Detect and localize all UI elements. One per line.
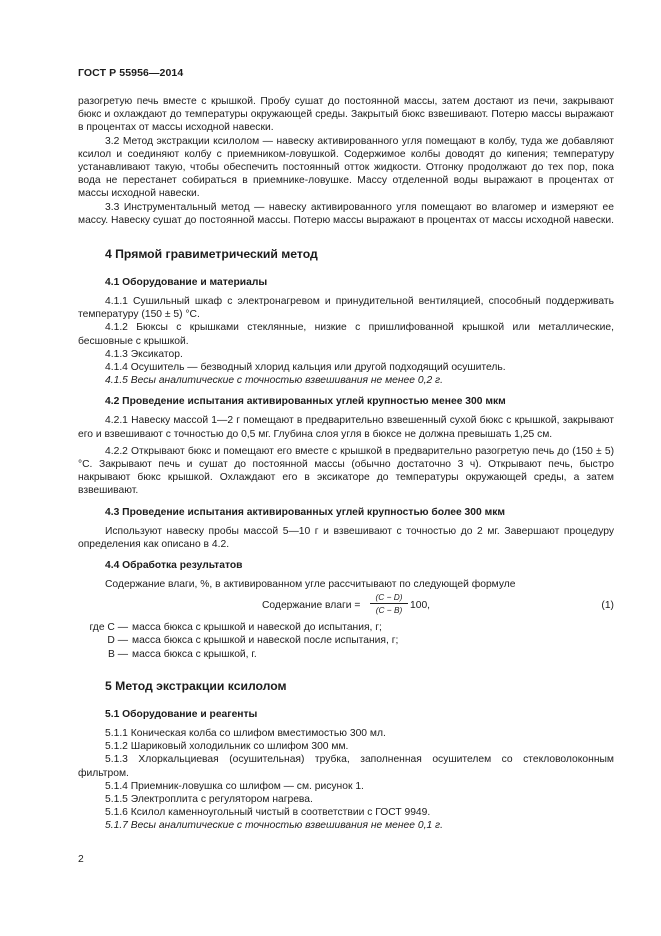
legend-row [78, 634, 614, 647]
item-5-1-5: 5.1.5 Электроплита с регулятором нагрева. [105, 793, 313, 805]
intro-paragraph-1: разогретую печь вместе с крышкой. Пробу сушат до постоянной массы, затем достают из печи, закрывают бюкс и охлаждают до температуры окружающей среды. Закрытый бюкс взвешивают. Потерю массы выражают в процентах от массы исходной навески. [78, 96, 614, 134]
item-4-1-4: 4.1.4 Осушитель — безводный хлорид кальция или другой подходящий осушитель. [105, 362, 506, 374]
formula-legend [78, 621, 614, 661]
item-5-1-3: 5.1.3 Хлоркальциевая (осушительная) трубка, заполненная осушителем со стекловолоконным фильтром. [78, 754, 614, 779]
standard-header: ГОСТ Р 55956—2014 [78, 67, 184, 79]
page-number: 2 [78, 854, 84, 865]
subsection-4-2-heading: 4.2 Проведение испытания активированных углей крупностью менее 300 мкм [105, 396, 506, 408]
legend-symbol: где C — [89, 622, 128, 634]
intro-paragraph-3-3: 3.3 Инструментальный метод — навеску активированного угля помещают во влагомер и измеряют ее массу. Навеску сушат до постоянной массы. Потерю массы выражают в процентах от массы исходной навески. [78, 201, 614, 226]
legend-row [78, 621, 614, 634]
paragraph-4-3: Используют навеску пробы массой 5—10 г и взвешивают с точностью до 2 мг. Завершают процедуру определения как описано в 4.2. [78, 525, 614, 550]
section-5-heading: 5 Метод экстракции ксилолом [105, 678, 287, 693]
item-4-2-1: 4.2.1 Навеску массой 1—2 г помещают в предварительно взвешенный сухой бюкс с крышкой, закрывают его и взвешивают с точностью до 0,5 мг. Глубина слоя угля в бюксе не должна превышать 1,25 см. [78, 415, 614, 440]
item-4-1-1: 4.1.1 Сушильный шкаф с электронагревом и принудительной вентиляцией, способный поддерживать температуру (150 ± 5) °С. [78, 296, 614, 321]
legend-row [78, 648, 614, 661]
item-5-1-1: 5.1.1 Коническая колба со шлифом вместимостью 300 мл. [105, 727, 386, 739]
subsection-4-3-heading: 4.3 Проведение испытания активированных углей крупностью более 300 мкм [105, 506, 505, 518]
paragraph-4-4: Содержание влаги, %, в активированном угле рассчитывают по следующей формуле [105, 579, 516, 591]
intro-paragraph-3-2: 3.2 Метод экстракции ксилолом — навеску активированного угля помещают в колбу, туда же добавляют ксилол и соединяют колбу с приемником-ловушкой. Содержимое колбы доводят до кипения; температуру устанавливают такую, чтобы обеспечить постоянный отток жидкости. Отгонку продолжают до тех пор, пока вода не перестанет собираться в приемнике-ловушке. Массу отделенной воды выражают в процентах от массы исходной навески. [78, 135, 614, 200]
subsection-4-1-heading: 4.1 Оборудование и материалы [105, 277, 268, 289]
item-4-2-2: 4.2.2 Открывают бюкс и помещают его вместе с крышкой в предварительно разогретую печь до (150 ± 5) °С. Закрывают печь и сушат до постоянной массы (обычно достаточно 3 ч). Открывают печь, быстро накрывают бюкс крышкой. Охлаждают его в эксикаторе до температуры окружающей среды, а затем взвешивают. [78, 445, 614, 497]
item-5-1-6: 5.1.6 Ксилол каменноугольный чистый в соответствии с ГОСТ 9949. [105, 807, 431, 819]
formula-denominator: (C − B) [375, 605, 403, 616]
subsection-4-4-heading: 4.4 Обработка результатов [105, 560, 243, 572]
legend-symbol: D — [107, 635, 128, 647]
section-4-heading: 4 Прямой гравиметрический метод [105, 247, 318, 262]
item-5-1-2: 5.1.2 Шариковый холодильник со шлифом 300 мм. [105, 741, 349, 753]
formula-number: (1) [601, 600, 614, 612]
legend-symbol: B — [107, 648, 128, 660]
legend-text: масса бюкса с крышкой и навеской после испытания, г; [132, 635, 399, 647]
item-4-1-3: 4.1.3 Эксикатор. [105, 348, 183, 360]
item-5-1-4: 5.1.4 Приемник-ловушка со шлифом — см. рисунок 1. [105, 780, 364, 792]
formula-numerator: (C − D) [370, 592, 408, 604]
item-4-1-5: 4.1.5 Весы аналитические с точностью взвешивания не менее 0,2 г. [105, 375, 443, 387]
item-5-1-7: 5.1.7 Весы аналитические с точностью взвешивания не менее 0,1 г. [105, 820, 443, 832]
formula-lhs: Содержание влаги = [262, 600, 361, 612]
formula-factor: 100, [410, 600, 431, 612]
moisture-formula [78, 591, 614, 621]
item-4-1-2: 4.1.2 Бюксы с крышками стеклянные, низкие с пришлифованной крышкой или металлические, бесшовные с крышкой. [78, 322, 614, 347]
subsection-5-1-heading: 5.1 Оборудование и реагенты [105, 708, 258, 720]
legend-text: масса бюкса с крышкой, г. [132, 648, 257, 660]
legend-text: масса бюкса с крышкой и навеской до испытания, г; [132, 622, 382, 634]
formula-fraction [370, 592, 408, 616]
body-column [78, 95, 614, 833]
